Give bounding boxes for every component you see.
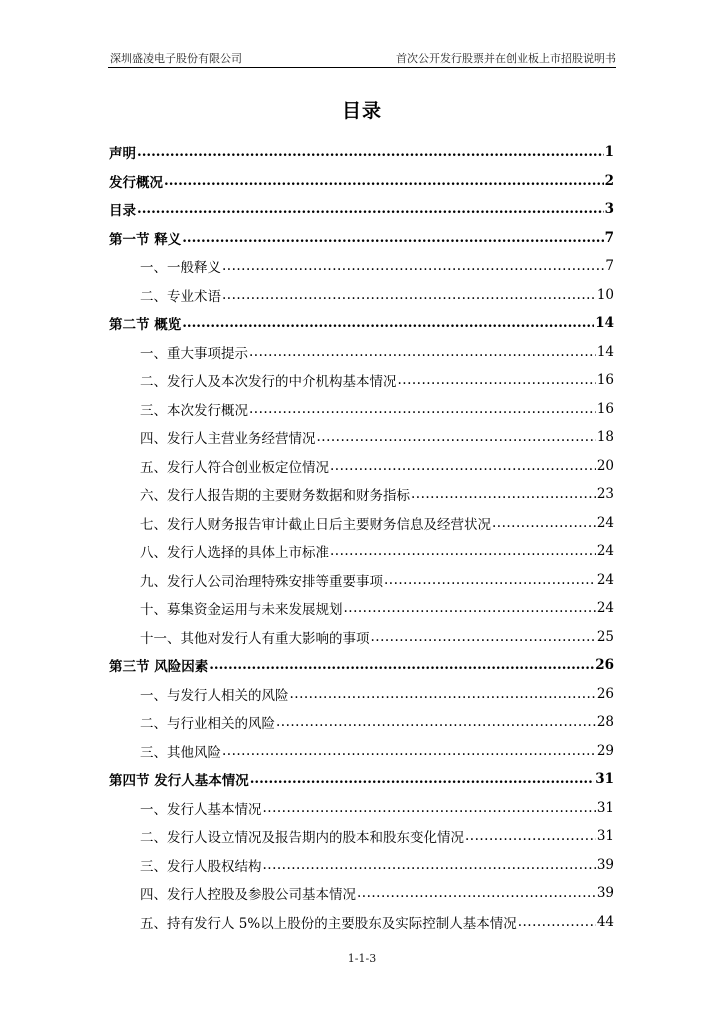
toc-entry-page: 23 (596, 486, 614, 503)
toc-section-entry[interactable] (109, 252, 614, 281)
toc-entry-page: 7 (605, 258, 614, 275)
header-rule (108, 67, 616, 68)
toc-section-entry[interactable] (109, 737, 614, 766)
toc-section-entry[interactable] (109, 822, 614, 851)
toc-dot-leader (384, 572, 596, 588)
toc-entry-page: 24 (596, 571, 614, 588)
toc-entry-label: 第一节 释义 (109, 231, 182, 248)
toc-dot-leader (371, 629, 596, 645)
toc-entry-label: 第二节 概览 (109, 317, 182, 334)
toc-entry-label: 目录 (109, 203, 136, 220)
toc-entry-label: 声明 (109, 146, 136, 163)
toc-section-entry[interactable] (109, 851, 614, 880)
page-header (108, 50, 616, 67)
toc-section-entry[interactable] (109, 366, 614, 395)
toc-entry-label: 十、募集资金运用与未来发展规划 (140, 602, 343, 619)
toc-entry-page: 25 (596, 628, 614, 645)
page-number: 1-1-3 (347, 952, 377, 965)
toc-entry-label: 第四节 发行人基本情况 (109, 773, 249, 790)
toc-entry-page: 16 (596, 400, 614, 417)
toc-entry-label: 五、持有发行人 5%以上股份的主要股东及实际控制人基本情况 (140, 915, 517, 932)
toc-section-entry[interactable] (109, 480, 614, 509)
toc-entry-page: 39 (596, 856, 614, 873)
toc-chapter-entry[interactable] (109, 195, 614, 224)
toc-entry-label: 三、发行人股权结构 (140, 858, 262, 875)
toc-entry-page: 24 (596, 543, 614, 560)
toc-chapter-entry[interactable] (109, 224, 614, 253)
toc-dot-leader (398, 372, 596, 388)
toc-section-entry[interactable] (109, 708, 614, 737)
toc-entry-label: 二、专业术语 (140, 288, 221, 305)
toc-chapter-entry[interactable] (109, 138, 614, 167)
toc-dot-leader (344, 600, 596, 616)
toc-section-entry[interactable] (109, 594, 614, 623)
toc-chapter-entry[interactable] (109, 651, 614, 680)
toc-entry-page: 29 (596, 742, 614, 759)
toc-entry-page: 16 (596, 372, 614, 389)
toc-dot-leader (411, 486, 596, 502)
toc-entry-page: 2 (604, 172, 614, 189)
toc-section-entry[interactable] (109, 509, 614, 538)
toc-chapter-entry[interactable] (109, 765, 614, 794)
toc-entry-label: 二、发行人及本次发行的中介机构基本情况 (140, 374, 397, 391)
toc-dot-leader (222, 287, 596, 303)
toc-dot-leader (249, 401, 596, 417)
toc-dot-leader (249, 344, 596, 360)
toc-chapter-entry[interactable] (109, 309, 614, 338)
toc-section-entry[interactable] (109, 879, 614, 908)
toc-chapter-entry[interactable] (109, 167, 614, 196)
toc-entry-label: 十一、其他对发行人有重大影响的事项 (140, 630, 370, 647)
header-doc-title: 首次公开发行股票并在创业板上市招股说明书 (396, 52, 616, 65)
toc-entry-label: 六、发行人报告期的主要财务数据和财务指标 (140, 488, 410, 505)
toc-dot-leader (492, 515, 596, 531)
toc-dot-leader (209, 657, 594, 673)
toc-entry-page: 24 (596, 514, 614, 531)
toc-entry-page: 44 (596, 913, 614, 930)
toc-entry-page: 24 (596, 600, 614, 617)
toc-dot-leader (250, 771, 595, 787)
toc-entry-page: 26 (596, 685, 614, 702)
toc-entry-label: 四、发行人控股及参股公司基本情况 (140, 887, 356, 904)
toc-entry-page: 14 (596, 343, 614, 360)
toc-entry-page: 3 (604, 201, 614, 218)
toc-section-entry[interactable] (109, 338, 614, 367)
toc-entry-page: 14 (595, 315, 614, 332)
toc-entry-label: 一、一般释义 (140, 260, 221, 277)
header-company: 深圳盛凌电子股份有限公司 (110, 52, 242, 65)
toc-dot-leader (164, 173, 604, 189)
toc-dot-leader (263, 800, 596, 816)
toc-section-entry[interactable] (109, 908, 614, 937)
toc-dot-leader (263, 857, 596, 873)
toc-dot-leader (222, 258, 604, 274)
toc-dot-leader (465, 828, 596, 844)
toc-entry-label: 一、发行人基本情况 (140, 801, 262, 818)
toc-section-entry[interactable] (109, 794, 614, 823)
toc-entry-label: 一、与发行人相关的风险 (140, 687, 289, 704)
table-of-contents (109, 138, 614, 936)
toc-entry-label: 发行概况 (109, 174, 163, 191)
toc-entry-label: 三、本次发行概况 (140, 402, 248, 419)
toc-entry-label: 五、发行人符合创业板定位情况 (140, 459, 329, 476)
toc-entry-label: 二、与行业相关的风险 (140, 716, 275, 733)
toc-dot-leader (518, 914, 596, 930)
toc-entry-label: 八、发行人选择的具体上市标准 (140, 545, 329, 562)
toc-dot-leader (330, 458, 596, 474)
toc-entry-page: 20 (596, 457, 614, 474)
toc-section-entry[interactable] (109, 566, 614, 595)
toc-entry-page: 10 (596, 286, 614, 303)
page-title: 目录 (341, 100, 382, 122)
toc-dot-leader (182, 230, 603, 246)
toc-entry-label: 三、其他风险 (140, 744, 221, 761)
toc-section-entry[interactable] (109, 623, 614, 652)
toc-entry-page: 31 (595, 771, 614, 788)
toc-entry-label: 九、发行人公司治理特殊安排等重要事项 (140, 573, 383, 590)
toc-section-entry[interactable] (109, 537, 614, 566)
toc-dot-leader (317, 429, 596, 445)
toc-entry-page: 31 (596, 799, 614, 816)
toc-entry-label: 七、发行人财务报告审计截止日后主要财务信息及经营状况 (140, 516, 491, 533)
toc-dot-leader (182, 315, 594, 331)
toc-entry-page: 7 (604, 229, 614, 246)
toc-dot-leader (330, 543, 596, 559)
toc-entry-page: 26 (595, 657, 614, 674)
toc-entry-label: 第三节 风险因素 (109, 659, 209, 676)
toc-dot-leader (137, 201, 604, 217)
toc-entry-page: 28 (596, 714, 614, 731)
toc-dot-leader (357, 885, 596, 901)
toc-section-entry[interactable] (109, 452, 614, 481)
toc-entry-page: 39 (596, 885, 614, 902)
toc-dot-leader (290, 686, 596, 702)
toc-section-entry[interactable] (109, 395, 614, 424)
toc-dot-leader (276, 714, 596, 730)
toc-entry-page: 1 (604, 144, 614, 161)
toc-dot-leader (137, 144, 604, 160)
toc-entry-label: 一、重大事项提示 (140, 345, 248, 362)
toc-entry-page: 31 (596, 828, 614, 845)
toc-section-entry[interactable] (109, 281, 614, 310)
toc-section-entry[interactable] (109, 423, 614, 452)
toc-entry-label: 四、发行人主营业务经营情况 (140, 431, 316, 448)
toc-section-entry[interactable] (109, 680, 614, 709)
toc-entry-label: 二、发行人设立情况及报告期内的股本和股东变化情况 (140, 830, 464, 847)
toc-entry-page: 18 (596, 429, 614, 446)
toc-dot-leader (222, 743, 596, 759)
